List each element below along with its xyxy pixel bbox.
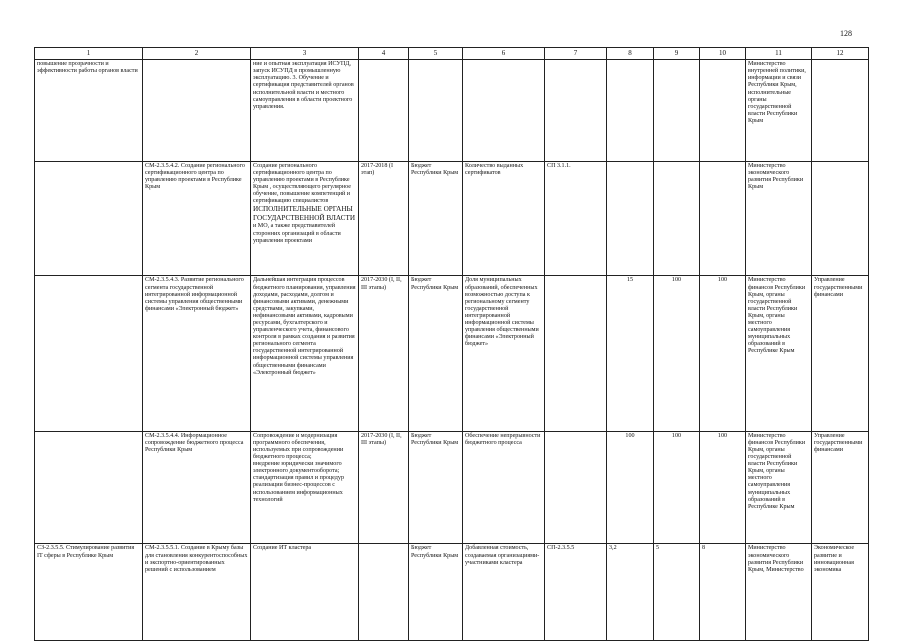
table-cell — [812, 60, 869, 162]
table-row — [35, 276, 869, 431]
table-row — [35, 60, 869, 162]
column-header-12: 12 — [812, 48, 869, 60]
table-cell: Министерство внутренней политики, информации и связи Республики Крым, исполнительные органы государственной власти Республики Крым — [746, 60, 812, 162]
table-cell: ние и опытная эксплуатация ИСУПД, запуск ИСУПД в промышленную эксплуатацию. 3. Обучение и сертификация представителей органов исполнительной власти и местного самоуправления в области проектного управления. — [251, 60, 359, 162]
column-number-header-row — [35, 48, 869, 60]
column-header-10: 10 — [700, 48, 746, 60]
table-row — [35, 431, 869, 544]
table-cell — [607, 161, 654, 276]
table-cell — [545, 431, 607, 544]
column-header-6: 6 — [463, 48, 545, 60]
table-cell: Экономическое развитие и инновационная экономика — [812, 544, 869, 641]
measure-description-tail: и МО, а также предствавителей сторонних организаций в области управления проектами — [253, 223, 341, 244]
table-cell — [463, 60, 545, 162]
page-number: 128 — [840, 29, 852, 38]
table-cell — [812, 161, 869, 276]
table-cell: СМ-2.3.5.5.1. Создание в Крыму базы для становления конкурентоспособных и экспортно-ориентированных решений с использованием — [143, 544, 251, 641]
table-row — [35, 161, 869, 276]
column-header-5: 5 — [409, 48, 463, 60]
table-cell: СМ-2.3.5.4.3. Развитие регионального сегмента государственной интегрированной информационной системы управления общественными финансами «Электронный бюджет» — [143, 276, 251, 431]
table-cell: повышение прозрачности и эффективности работы органов власти — [35, 60, 143, 162]
table-cell: Обеспечение непрерывности бюджетного процесса — [463, 431, 545, 544]
table-cell — [35, 161, 143, 276]
table-cell: Министерство экономического развития Республики Крым — [746, 161, 812, 276]
table-cell — [654, 60, 700, 162]
table-cell: 3,2 — [607, 544, 654, 641]
table-cell — [35, 276, 143, 431]
table-cell: Сопровождение и модернизация программного обеспечения, используемых при сопровождении бюджетного процесса; внедрение юридически значимого электронного документооборота; стандартизация правил и процедур реализации бизнес-процессов с использованием информационных технологий — [251, 431, 359, 544]
table-cell — [654, 161, 700, 276]
table-cell — [700, 161, 746, 276]
table-cell: 100 — [700, 276, 746, 431]
table-cell: Количество выданных сертификатов — [463, 161, 545, 276]
table-cell: СЗ-2.3.5.5. Стимулирование развития IT сферы в Республике Крым — [35, 544, 143, 641]
table-cell: Создание ИТ кластера — [251, 544, 359, 641]
column-header-9: 9 — [654, 48, 700, 60]
table-cell: 2017-2030 (I, II, III этапы) — [359, 276, 409, 431]
table-cell — [545, 276, 607, 431]
table-cell: Бюджет Республики Крым — [409, 276, 463, 431]
table-cell: СП 3.1.1. — [545, 161, 607, 276]
table-cell: Бюджет Республики Крым — [409, 161, 463, 276]
column-header-1: 1 — [35, 48, 143, 60]
table-cell: Дальнейшая интеграция процессов бюджетного планирования, управления доходами, расходами, долгом и финансовыми активами, денежными средствами, закупками, нефинансовыми активами, кадровыми ресурсами, бухгалтерского и управленческого учета, финансового контроля в рамках создания и развития регионального сегмента государственной интегрированной информационной системы управления общественными финансами «Электронный бюджет» — [251, 276, 359, 431]
strategy-measures-table — [34, 47, 869, 641]
table-cell: 100 — [654, 276, 700, 431]
table-cell: 2017-2018 (I этап) — [359, 161, 409, 276]
table-cell — [700, 60, 746, 162]
table-cell: Добавленная стоимость, создаваемая организациями-участниками кластера — [463, 544, 545, 641]
table-cell — [359, 60, 409, 162]
table-cell — [409, 60, 463, 162]
table-cell: 2017-2030 (I, II, III этапы) — [359, 431, 409, 544]
table-cell — [359, 544, 409, 641]
column-header-8: 8 — [607, 48, 654, 60]
table-cell: СП-2.3.5.5 — [545, 544, 607, 641]
table-cell — [545, 60, 607, 162]
measure-description: Создание регионального сертификационного центра по управлению проектами в Республике Крым , осуществляющего регулярное обучение, повышение компетенций и сертификацию специалистов — [253, 162, 351, 205]
table-cell: 8 — [700, 544, 746, 641]
column-header-4: 4 — [359, 48, 409, 60]
table-cell: Бюджет Республики Крым — [409, 544, 463, 641]
column-header-2: 2 — [143, 48, 251, 60]
table-cell: 5 — [654, 544, 700, 641]
table-cell: 100 — [607, 431, 654, 544]
table-cell: СМ-2.3.5.4.4. Информационное сопровождение бюджетного процесса Республики Крым — [143, 431, 251, 544]
table-cell: Бюджет Республики Крым — [409, 431, 463, 544]
table-cell: Министерство финансов Республики Крым, органы государственной власти Республики Крым, органы местного самоуправления муниципальных образований в Республике Крым — [746, 431, 812, 544]
table-cell: Министерство финансов Республики Крым, органы государственной власти Республики Крым, органы местного самоуправления муниципальных образований в Республике Крым — [746, 276, 812, 431]
table-cell: Управление государственными финансами — [812, 276, 869, 431]
table-cell — [35, 431, 143, 544]
table-cell — [607, 60, 654, 162]
table-cell: Министерство экономического развития Республики Крым, Министерство — [746, 544, 812, 641]
column-header-3: 3 — [251, 48, 359, 60]
table-cell: 15 — [607, 276, 654, 431]
measure-description-highlight: ИСПОЛНИТЕЛЬНЫЕ ОРГАНЫ ГОСУДАРСТВЕННОЙ ВЛАСТИ — [253, 205, 356, 223]
table-cell: Управление государственными финансами — [812, 431, 869, 544]
column-header-7: 7 — [545, 48, 607, 60]
column-header-11: 11 — [746, 48, 812, 60]
table-cell: Доля муниципальных образований, обеспеченных возможностью доступа к региональному сегменту государственной интегрированной информационной системы управления общественными финансами «Электронный бюджет» — [463, 276, 545, 431]
table-row — [35, 544, 869, 641]
table-cell: 100 — [700, 431, 746, 544]
table-cell: СМ-2.3.5.4.2. Создание регионального сертификационного центра по управлению проектами в Республике Крым — [143, 161, 251, 276]
table-cell: 100 — [654, 431, 700, 544]
table-cell — [251, 161, 359, 276]
table-cell — [143, 60, 251, 162]
